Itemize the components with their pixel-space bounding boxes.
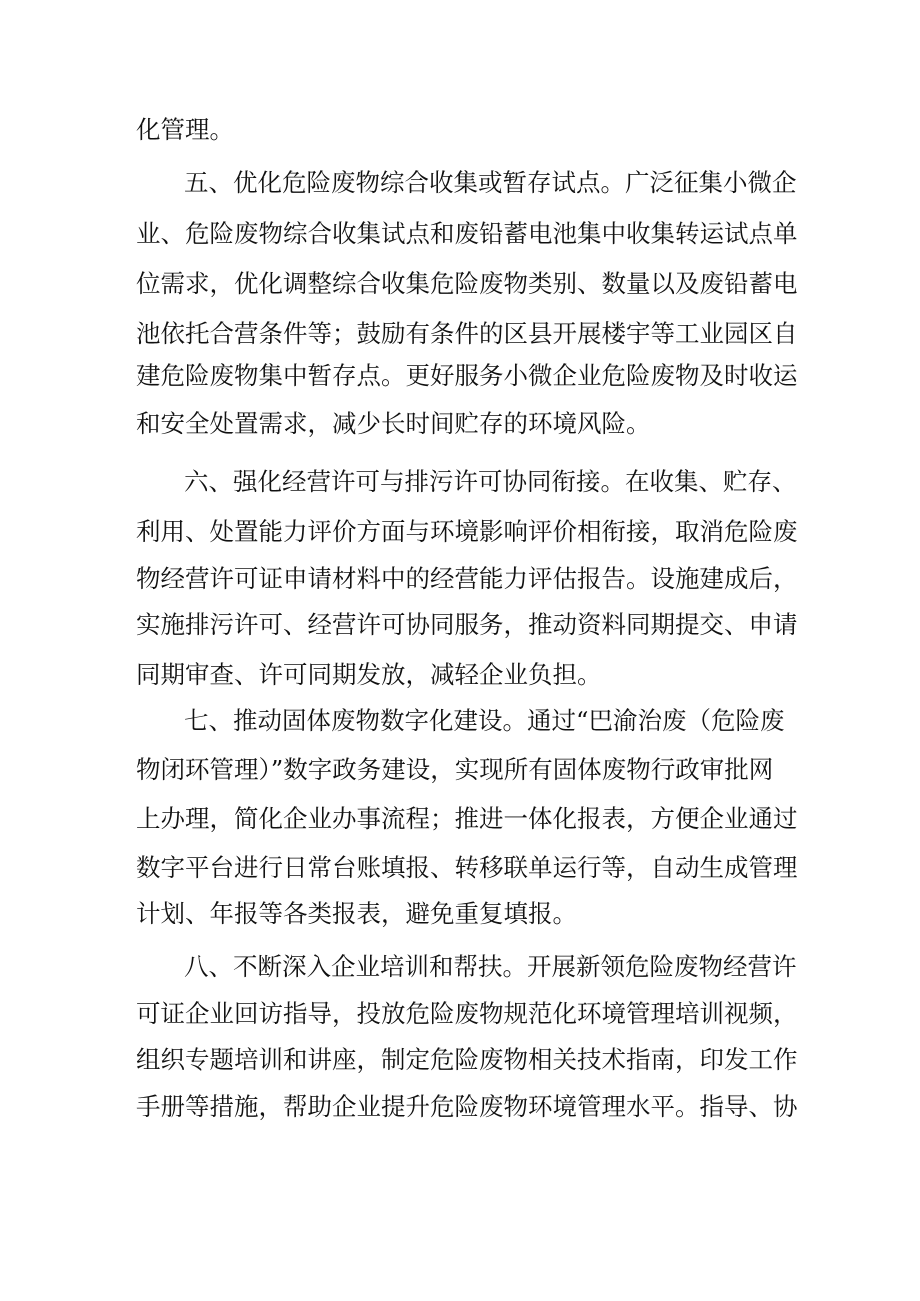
text-line: 业、危险废物综合收集试点和废铅蓄电池集中收集转运试点单 (136, 219, 798, 248)
text-line: 池依托合营条件等；鼓励有条件的区县开展楼宇等工业园区自 (136, 319, 798, 348)
paragraph-heading-line: 六、强化经营许可与排污许可协同衔接。在收集、贮存、 (184, 467, 797, 496)
paragraph-heading-line: 五、优化危险废物综合收集或暂存试点。广泛征集小微企 (184, 168, 797, 197)
text-line: 上办理，简化企业办事流程；推进一体化报表，方便企业通过 (136, 804, 798, 833)
text-line: 建危险废物集中暂存点。更好服务小微企业危险废物及时收运 (136, 361, 798, 390)
text-line: 位需求，优化调整综合收集危险废物类别、数量以及废铅蓄电 (136, 269, 798, 298)
text-line: 化管理。 (136, 115, 234, 144)
text-line: 物闭环管理）”数字政务建设，实现所有固体废物行政审批网 (136, 755, 774, 784)
paragraph-heading-line: 七、推动固体废物数字化建设。通过“巴渝治废（危险废 (184, 706, 785, 735)
text-line: 物经营许可证申请材料中的经营能力评估报告。设施建成后， (136, 564, 798, 593)
text-line: 计划、年报等各类报表，避免重复填报。 (136, 899, 577, 928)
paragraph-heading-line: 八、不断深入企业培训和帮扶。开展新领危险废物经营许 (184, 952, 797, 981)
text-line: 可证企业回访指导，投放危险废物规范化环境管理培训视频， (136, 999, 798, 1028)
text-line: 手册等措施，帮助企业提升危险废物环境管理水平。指导、协 (136, 1092, 798, 1121)
text-line: 同期审查、许可同期发放，减轻企业负担。 (136, 660, 602, 689)
text-line: 数字平台进行日常台账填报、转移联单运行等，自动生成管理 (136, 853, 798, 882)
text-line: 组织专题培训和讲座，制定危险废物相关技术指南，印发工作 (136, 1045, 798, 1074)
text-line: 利用、处置能力评价方面与环境影响评价相衔接，取消危险废 (136, 517, 798, 546)
text-line: 实施排污许可、经营许可协同服务，推动资料同期提交、申请 (136, 610, 798, 639)
text-line: 和安全处置需求，减少长时间贮存的环境风险。 (136, 409, 651, 438)
